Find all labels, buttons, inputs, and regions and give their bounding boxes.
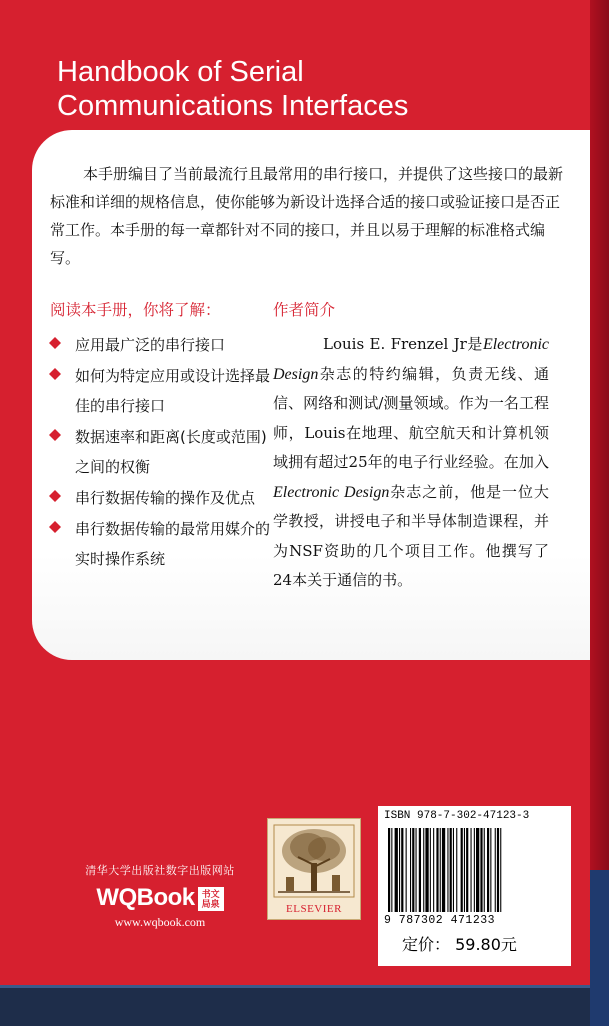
barcode-digits: 9 787302 471233 <box>384 914 496 927</box>
intro-text: 本手册编目了当前最流行且最常用的串行接口，并提供了这些接口的最新标准和详细的规格信息，使你能够为新设计选择合适的接口或验证接口是否正常工作。本手册的每一章都针对不同的接口，并且以易于理解的标准格式编写。 <box>50 165 564 267</box>
list-item: 串行数据传输的操作及优点 <box>50 483 270 513</box>
elsevier-name: ELSEVIER <box>286 903 342 915</box>
isbn-barcode-box <box>378 806 571 966</box>
bottom-band <box>0 985 609 1026</box>
tree-icon <box>268 819 360 901</box>
publisher-block <box>75 862 245 930</box>
elsevier-logo <box>267 818 361 920</box>
book-title <box>57 55 408 123</box>
features-list <box>50 330 270 575</box>
price-label: 定价： 59.80元 <box>402 935 517 954</box>
spine-blue-bar <box>590 870 609 1026</box>
diamond-bullet-icon <box>49 337 61 349</box>
wqbook-logo: WQBook 书文局泉 <box>75 886 245 911</box>
magazine-title: Electronic Design <box>273 483 390 501</box>
author-bio: Louis E. Frenzel Jr是Electronic Design杂志的特约编辑，负责无线、通信、网络和测试/测量领域。作为一名工程师，Louis在地理、航空航天和计算机领域拥有超过25年的电子行业经验。在加入Electronic Design杂志之前，他是一位大学教授，讲授电子和半导体制造课程，并为NSF资助的几个项目工作。他撰写了24本关于通信的书。 <box>273 335 549 589</box>
diamond-bullet-icon <box>49 368 61 380</box>
list-item: 应用最广泛的串行接口 <box>50 330 270 360</box>
magazine-title: Electronic Design <box>273 336 549 383</box>
list-item: 如何为特定应用或设计选择最佳的串行接口 <box>50 361 270 421</box>
features-heading: 阅读本手册，你将了解： <box>50 301 221 319</box>
isbn-label: ISBN 978-7-302-47123-3 <box>384 810 530 822</box>
title-line-2: Communications Interfaces <box>57 90 409 122</box>
diamond-bullet-icon <box>49 490 61 502</box>
publisher-url: www.wqbook.com <box>114 914 206 929</box>
barcode-icon <box>386 828 564 914</box>
diamond-bullet-icon <box>49 429 61 441</box>
diamond-bullet-icon <box>49 521 61 533</box>
seal-stamp: 书文局泉 <box>198 887 224 911</box>
list-item: 数据速率和距离(长度或范围)之间的权衡 <box>50 422 270 482</box>
title-line-1: Handbook of Serial <box>57 56 304 88</box>
publisher-name: 清华大学出版社数字出版网站 <box>85 864 235 877</box>
author-heading: 作者简介 <box>273 301 336 319</box>
intro-paragraph <box>50 160 570 272</box>
list-item: 串行数据传输的最常用媒介的实时操作系统 <box>50 514 270 574</box>
